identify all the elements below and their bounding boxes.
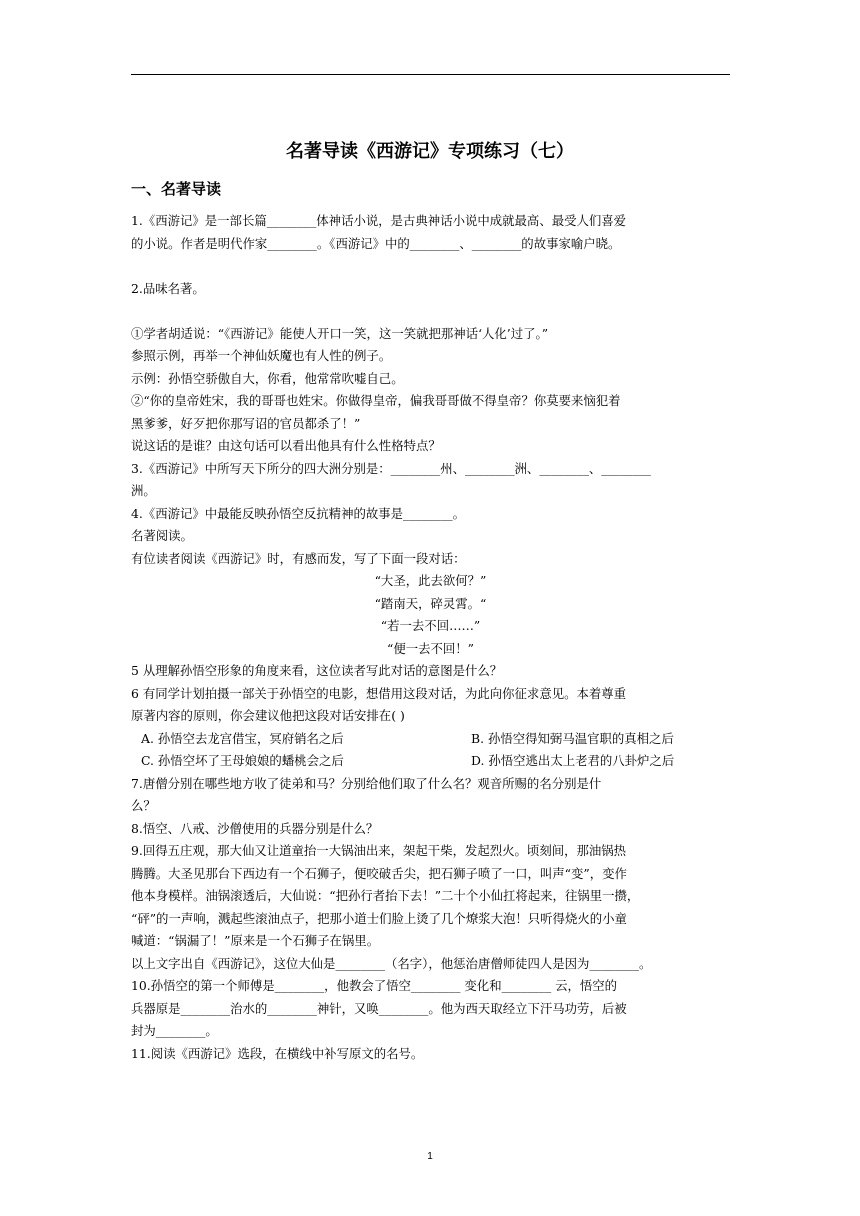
- q9-line3: 他本身模样。油锅滚透后，大仙说：“把孙行者抬下去！”二十个小仙扛将起来，往锅里一攒，: [131, 888, 640, 903]
- q9-line1: 9.回得五庄观，那大仙又让道童抬一大锅油出来，架起干柴，发起烈火。顷刻间，那油锅热: [131, 843, 627, 858]
- q6-line2: 原著内容的原则，你会建议他把这段对话安排在( ): [131, 708, 405, 723]
- page-number: 1: [427, 1151, 433, 1162]
- q2-item1-prompt: 参照示例，再举一个神仙妖魔也有人性的例子。: [131, 348, 392, 363]
- q2-heading: 2.品味名著。: [131, 280, 205, 296]
- q9-line2: 腾腾。大圣见那台下西边有一个石狮子，便咬破舌尖，把石狮子喷了一口，叫声“变”，变作: [131, 865, 627, 881]
- option-c: C. 孙悟空坏了王母娘娘的蟠桃会之后: [141, 753, 344, 768]
- dialogue-line: “大圣，此去欲何？”: [374, 573, 487, 588]
- q10-line1: 10.孙悟空的第一个师傅是________，他教会了悟空________ 变化和________ 云，悟空的: [131, 978, 618, 993]
- q4: 4.《西游记》中最能反映孙悟空反抗精神的故事是________。: [131, 505, 465, 521]
- option-d: D. 孙悟空逃出太上老君的八卦炉之后: [471, 753, 675, 768]
- q11: 11.阅读《西游记》选段，在横线中补写原文的名号。: [131, 1045, 424, 1061]
- q2-item1-example: 示例：孙悟空骄傲自大，你看，他常常吹嘘自己。: [131, 370, 404, 386]
- q6-options: [131, 728, 730, 773]
- q2-item2-line2: 黑爹爹，好歹把你那写诏的官员都杀了！”: [131, 415, 361, 431]
- dialogue-line: “踏南天，碎灵霄。“: [374, 595, 487, 611]
- q2-item2-prompt: 说这话的是谁？由这句话可以看出他具有什么性格特点？: [131, 438, 441, 453]
- q7-line2: 么？: [131, 798, 156, 813]
- q6-line1: 6 有同学计划拍摄一部关于孙悟空的电影，想借用这段对话，为此向你征求意见。本着尊重: [131, 685, 627, 701]
- document-body: [131, 210, 730, 1065]
- option-b: B. 孙悟空得知弼马温官职的真相之后: [471, 730, 674, 746]
- dialogue-line: “若一去不回……”: [380, 618, 481, 633]
- q10-line3: 封为________。: [131, 1023, 218, 1038]
- page-title: 名著导读《西游记》专项练习（七）: [286, 141, 574, 162]
- section-heading: 一、名著导读: [131, 180, 222, 198]
- reading-heading: 名著阅读。: [131, 528, 193, 543]
- q1-line1: 1.《西游记》是一部长篇________体神话小说，是古典神话小说中成就最高、最受人们喜爱: [131, 213, 627, 228]
- q1-line2: 的小说。作者是明代作家________。《西游记》中的________、________的故事家喻户晓。: [131, 235, 621, 251]
- q2-item1: ①学者胡适说：“《西游记》能使人开口一笑，这一笑就把那神话‘人化’过了。”: [131, 325, 549, 341]
- option-a: A. 孙悟空去龙宫借宝，冥府销名之后: [141, 730, 344, 746]
- q10-line2: 兵器原是________治水的________神针，又唤________。他为西天取经立下汗马功劳，后被: [131, 1000, 627, 1016]
- q2-item2-line1: ②“你的皇帝姓宋，我的哥哥也姓宋。你做得皇帝，偏我哥哥做不得皇帝？你莫要来恼犯着: [131, 393, 621, 408]
- q9-line4: “砰”的一声响，溅起些滚油点子，把那小道士们脸上烫了几个燎浆大泡！只听得烧火的小童: [131, 910, 627, 926]
- q7-line1: 7.唐僧分别在哪些地方收了徒弟和马？分别给他们取了什么名？观音所赐的名分别是什: [131, 775, 602, 791]
- q9-line5: 喊道：“锅漏了！”原来是一个石狮子在锅里。: [131, 933, 380, 948]
- q3-line2: 洲。: [131, 483, 156, 498]
- header-rule: [131, 74, 730, 75]
- dialogue-line: “便一去不回！”: [386, 640, 474, 656]
- q8: 8.悟空、八戒、沙僧使用的兵器分别是什么？: [131, 820, 379, 836]
- reading-intro: 有位读者阅读《西游记》时，有感而发，写了下面一段对话：: [131, 550, 466, 566]
- q9-question: 以上文字出自《西游记》，这位大仙是________（名字），他惩治唐僧师徒四人是因为________。: [131, 955, 652, 971]
- q3-line1: 3.《西游记》中所写天下所分的四大洲分别是：________州、________洲、________、________: [131, 460, 651, 476]
- q5: 5 从理解孙悟空形象的角度来看，这位读者写此对话的意图是什么？: [131, 663, 503, 678]
